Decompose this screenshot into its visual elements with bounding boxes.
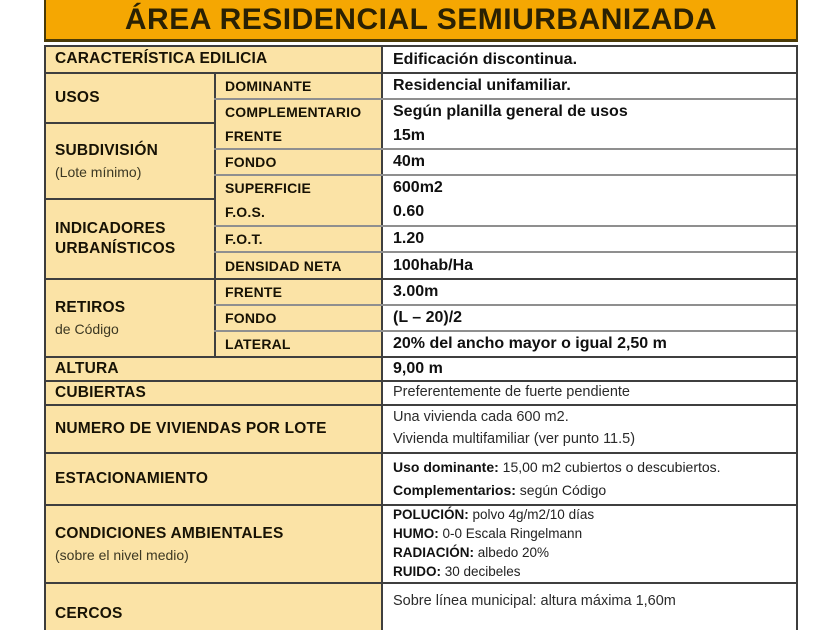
row-viviendas xyxy=(46,404,796,452)
row-estacionamiento xyxy=(46,452,796,504)
row-altura xyxy=(46,356,796,380)
row-value-line: Sobre línea municipal: altura máxima 1,60m xyxy=(393,593,676,609)
sub-rows xyxy=(214,200,796,278)
row-label-cell xyxy=(46,200,214,278)
value-lead: POLUCIÓN: xyxy=(393,507,469,523)
row-value-cell xyxy=(381,47,796,72)
row-condiciones xyxy=(46,504,796,582)
sub-value: 20% del ancho mayor o igual 2,50 m xyxy=(393,335,667,352)
table-title-bar xyxy=(44,0,798,42)
sub-row-fondo xyxy=(214,304,796,330)
sub-value: 15m xyxy=(393,127,426,144)
sub-row-frente xyxy=(214,124,796,148)
row-usos xyxy=(46,72,796,122)
row-cubiertas xyxy=(46,380,796,404)
sub-value: 40m xyxy=(393,153,426,170)
row-value-cell xyxy=(381,358,796,380)
sub-row-fos xyxy=(214,200,796,225)
sub-value-cell xyxy=(381,227,796,252)
row-label: CUBIERTAS xyxy=(55,383,147,401)
row-sublabel: de Código xyxy=(55,321,119,338)
sub-row-frente xyxy=(214,280,796,304)
value-lead: RADIACIÓN: xyxy=(393,545,474,560)
value-rest: polvo 4g/m2/10 días xyxy=(468,507,595,523)
sub-label: FONDO xyxy=(214,150,381,174)
row-label-cell xyxy=(46,584,381,630)
zoning-table xyxy=(44,45,798,630)
row-label: SUBDIVISIÓN xyxy=(55,141,158,159)
sub-label: FRENTE xyxy=(214,280,381,304)
sub-value: 100hab/Ha xyxy=(393,256,474,274)
row-label: ALTURA xyxy=(55,359,119,377)
sub-label: FRENTE xyxy=(214,124,381,148)
sub-value-cell xyxy=(381,332,796,356)
sub-value-cell xyxy=(381,176,796,200)
row-label: NUMERO DE VIVIENDAS POR LOTE xyxy=(55,419,327,437)
sub-row-dominante xyxy=(214,74,796,98)
row-label-cell xyxy=(46,124,214,198)
row-value-cell xyxy=(381,584,796,630)
sub-row-fondo xyxy=(214,148,796,174)
zoning-table-document xyxy=(44,0,798,630)
sub-label: DENSIDAD NETA xyxy=(214,253,381,278)
value-rest: 0-0 Escala Ringelmann xyxy=(438,526,583,542)
sub-label: LATERAL xyxy=(214,332,381,356)
sub-value: Residencial unifamiliar. xyxy=(393,77,571,94)
row-label: CONDICIONES AMBIENTALES xyxy=(55,524,284,542)
row-value-line: Una vivienda cada 600 m2. xyxy=(393,409,569,426)
row-value-cell xyxy=(381,454,796,504)
value-lead: HUMO: xyxy=(393,526,439,542)
value-lead: RUIDO: xyxy=(393,563,441,579)
sub-value-cell xyxy=(381,280,796,304)
row-value-line xyxy=(393,563,788,582)
row-label: RETIROS xyxy=(55,298,126,316)
row-caracteristica xyxy=(46,47,796,72)
row-label: USOS xyxy=(55,88,100,106)
sub-value: 600m2 xyxy=(393,179,443,196)
row-value-cell xyxy=(381,406,796,452)
sub-value-cell xyxy=(381,200,796,225)
row-label: INDICADORES URBANÍSTICOS xyxy=(55,219,176,257)
sub-value: 0.60 xyxy=(393,203,425,221)
sub-value: Según planilla general de usos xyxy=(393,103,628,120)
sub-rows xyxy=(214,124,796,198)
value-rest: 30 decibeles xyxy=(441,563,521,579)
sub-value-cell xyxy=(381,100,796,124)
row-value-line: Vivienda multifamiliar (ver punto 11.5) xyxy=(393,431,636,447)
row-label-cell xyxy=(46,358,381,380)
row-label-cell xyxy=(46,47,381,72)
row-value-line xyxy=(393,544,788,563)
sub-row-lateral xyxy=(214,330,796,356)
sub-value-cell xyxy=(381,74,796,98)
row-indicadores xyxy=(46,198,796,278)
sub-value: 1.20 xyxy=(393,230,425,247)
sub-label: COMPLEMENTARIO xyxy=(214,100,381,124)
row-value-cell xyxy=(381,506,796,582)
row-label-cell xyxy=(46,454,381,504)
sub-value-cell xyxy=(381,124,796,148)
row-retiros xyxy=(46,278,796,356)
row-value: Edificación discontinua. xyxy=(393,50,578,68)
row-value-line xyxy=(393,525,788,544)
sub-value: 3.00m xyxy=(393,283,439,300)
row-value-line xyxy=(393,506,788,525)
sub-row-fot xyxy=(214,225,796,252)
sub-value-cell xyxy=(381,253,796,278)
row-value-line xyxy=(393,479,788,502)
row-value: Preferentemente de fuerte pendiente xyxy=(393,384,630,401)
page-title: ÁREA RESIDENCIAL SEMIURBANIZADA xyxy=(124,2,718,36)
value-rest: albedo 20% xyxy=(474,545,550,560)
sub-label: DOMINANTE xyxy=(214,74,381,98)
sub-label: F.O.S. xyxy=(214,200,381,225)
row-label: CERCOS xyxy=(55,604,123,622)
sub-value-cell xyxy=(381,150,796,174)
row-label-cell xyxy=(46,280,214,356)
row-label-cell xyxy=(46,406,381,452)
row-value: 9,00 m xyxy=(393,360,443,377)
row-value-line xyxy=(393,456,788,479)
row-sublabel: (Lote mínimo) xyxy=(55,164,142,181)
sub-rows xyxy=(214,280,796,356)
sub-label: F.O.T. xyxy=(214,227,381,252)
value-rest: 15,00 m2 cubiertos o descubiertos. xyxy=(498,458,721,475)
row-value-cell xyxy=(381,382,796,404)
row-label-cell xyxy=(46,74,214,122)
value-lead: Complementarios: xyxy=(393,482,516,498)
sub-row-densidad xyxy=(214,251,796,278)
row-cercos xyxy=(46,582,796,630)
sub-row-complementario xyxy=(214,98,796,124)
row-sublabel: (sobre el nivel medio) xyxy=(55,547,189,564)
row-label: ESTACIONAMIENTO xyxy=(55,469,209,487)
sub-value: (L – 20)/2 xyxy=(393,309,463,326)
row-label-cell xyxy=(46,506,381,582)
row-label: CARACTERÍSTICA EDILICIA xyxy=(55,50,268,68)
sub-value-cell xyxy=(381,306,796,330)
row-subdivision xyxy=(46,122,796,198)
sub-label: SUPERFICIE xyxy=(214,176,381,200)
sub-label: FONDO xyxy=(214,306,381,330)
value-lead: Uso dominante: xyxy=(393,458,499,475)
value-rest: según Código xyxy=(515,482,607,498)
sub-rows xyxy=(214,74,796,122)
row-label-cell xyxy=(46,382,381,404)
sub-row-superficie xyxy=(214,174,796,200)
